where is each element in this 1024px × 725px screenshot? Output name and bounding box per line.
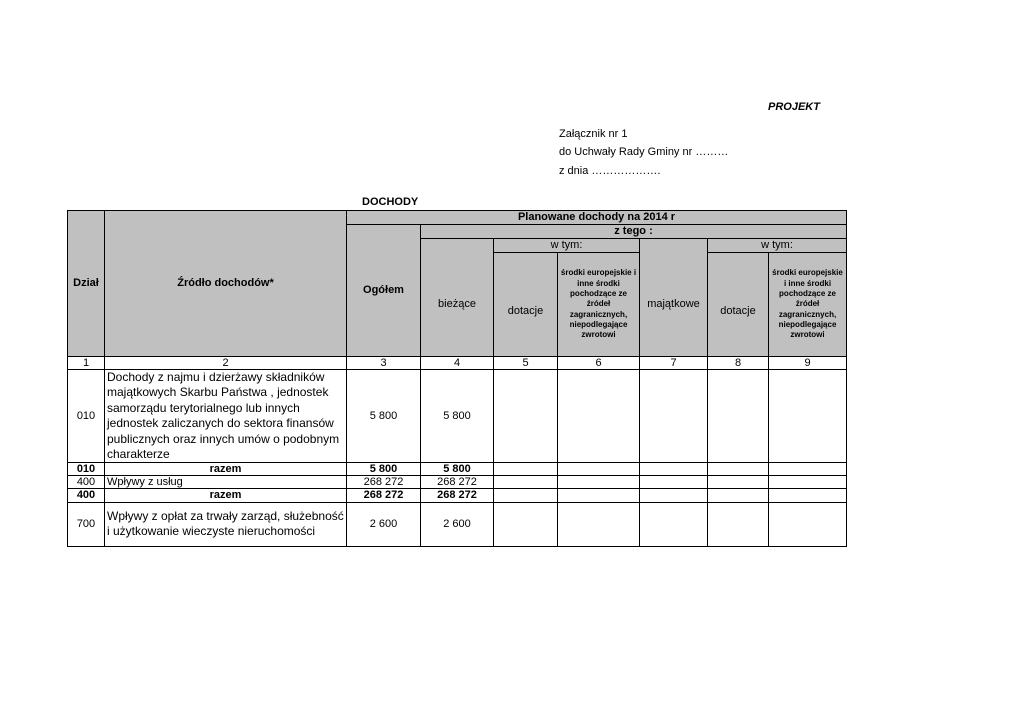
cell-empty <box>769 502 847 546</box>
income-table <box>67 210 847 547</box>
cell-empty <box>769 463 847 476</box>
cell-ogolem: 268 272 <box>347 489 421 502</box>
cell-empty <box>494 370 558 463</box>
resolution-date: z dnia ………………. <box>559 165 661 177</box>
cell-empty <box>769 370 847 463</box>
table-row <box>68 502 847 546</box>
cell-dzial: 010 <box>68 370 105 463</box>
cell-zrodlo: razem <box>105 463 347 476</box>
header-dotacje-2: dotacje <box>708 253 769 357</box>
header-srodki-1: środki europejskie i inne środki pochodzące ze źródeł zagranicznych, niepodlegające zwrotowi <box>558 253 640 357</box>
cell-empty <box>558 502 640 546</box>
header-dzial: Dział <box>68 211 105 357</box>
cell-empty <box>494 502 558 546</box>
col-number: 6 <box>558 357 640 370</box>
col-number: 8 <box>708 357 769 370</box>
cell-ogolem: 2 600 <box>347 502 421 546</box>
header-srodki-2: środki europejskie i inne środki pochodzące ze źródeł zagranicznych, niepodlegające zwrotowi <box>769 253 847 357</box>
cell-dzial: 400 <box>68 489 105 502</box>
cell-ogolem: 268 272 <box>347 476 421 489</box>
cell-empty <box>708 370 769 463</box>
header-zrodlo: Źródło dochodów* <box>105 211 347 357</box>
cell-empty <box>708 463 769 476</box>
cell-empty <box>558 370 640 463</box>
resolution-number: do Uchwały Rady Gminy nr ……… <box>559 146 729 158</box>
cell-empty <box>640 502 708 546</box>
cell-biezace: 2 600 <box>421 502 494 546</box>
cell-ogolem: 5 800 <box>347 370 421 463</box>
document-title: DOCHODY <box>362 196 419 208</box>
cell-dzial: 700 <box>68 502 105 546</box>
cell-empty <box>558 489 640 502</box>
cell-zrodlo: Wpływy z usług <box>105 476 347 489</box>
cell-empty <box>494 476 558 489</box>
cell-empty <box>640 463 708 476</box>
col-number: 9 <box>769 357 847 370</box>
projekt-label: PROJEKT <box>768 101 820 113</box>
col-number: 2 <box>105 357 347 370</box>
cell-empty <box>708 502 769 546</box>
table-row <box>68 370 847 463</box>
column-number-row <box>68 357 847 370</box>
cell-zrodlo: Wpływy z opłat za trwały zarząd, służebność i użytkowanie wieczyste nieruchomości <box>105 502 347 546</box>
header-w-tym-2: w tym: <box>708 239 847 253</box>
cell-biezace: 5 800 <box>421 463 494 476</box>
table-row <box>68 489 847 502</box>
col-number: 1 <box>68 357 105 370</box>
cell-empty <box>640 489 708 502</box>
cell-empty <box>558 463 640 476</box>
cell-biezace: 268 272 <box>421 476 494 489</box>
table-row <box>68 476 847 489</box>
attachment-number: Załącznik nr 1 <box>559 128 628 140</box>
col-number: 4 <box>421 357 494 370</box>
header-planowane: Planowane dochody na 2014 r <box>347 211 847 225</box>
cell-empty <box>708 489 769 502</box>
header-biezace: bieżące <box>421 239 494 357</box>
cell-empty <box>494 463 558 476</box>
col-number: 3 <box>347 357 421 370</box>
cell-empty <box>494 489 558 502</box>
cell-zrodlo: Dochody z najmu i dzierżawy składników majątkowych Skarbu Państwa , jednostek samorządu terytorialnego lub innych jednostek zaliczanych do sektora finansów publicznych oraz innych umów o podobnym charakterze <box>105 370 347 463</box>
cell-empty <box>640 476 708 489</box>
cell-empty <box>769 476 847 489</box>
cell-dzial: 400 <box>68 476 105 489</box>
col-number: 7 <box>640 357 708 370</box>
header-ogolem: Ogółem <box>347 225 421 357</box>
cell-ogolem: 5 800 <box>347 463 421 476</box>
cell-empty <box>708 476 769 489</box>
table-row <box>68 463 847 476</box>
header-majatkowe: majątkowe <box>640 239 708 357</box>
header-dotacje-1: dotacje <box>494 253 558 357</box>
cell-zrodlo: razem <box>105 489 347 502</box>
cell-empty <box>640 370 708 463</box>
cell-biezace: 268 272 <box>421 489 494 502</box>
cell-empty <box>769 489 847 502</box>
cell-biezace: 5 800 <box>421 370 494 463</box>
header-z-tego: z tego : <box>421 225 847 239</box>
header-w-tym-1: w tym: <box>494 239 640 253</box>
cell-dzial: 010 <box>68 463 105 476</box>
cell-empty <box>558 476 640 489</box>
col-number: 5 <box>494 357 558 370</box>
